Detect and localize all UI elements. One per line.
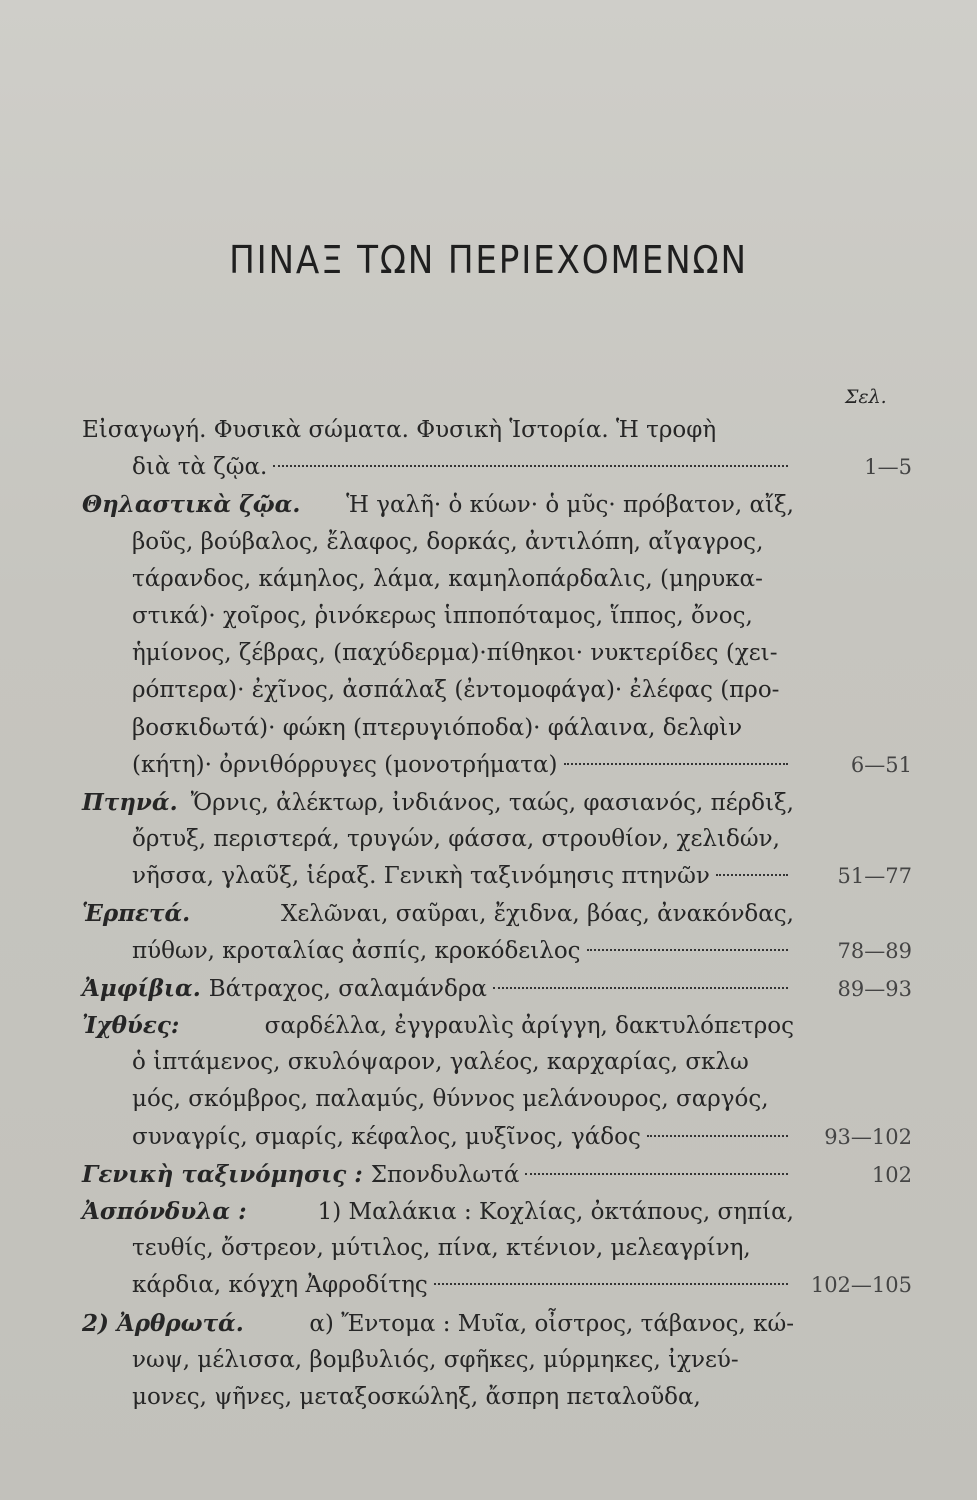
toc-line [82,1156,912,1193]
toc-line [82,710,912,747]
toc-entry-text: Χελῶναι, σαῦραι, ἔχιδνα, βόας, ἀνακόνδας, [281,901,794,928]
toc-entry-text: νῆσσα, γλαῦξ, ἱέραξ. Γενικὴ ταξινόμησις πτηνῶν [132,863,710,890]
toc-line [82,895,912,932]
dot-leader [647,1135,788,1137]
page-range: 78—89 [837,938,912,963]
toc-entry-text: διὰ τὰ ζῷα. [132,454,268,481]
toc-entry [82,970,912,1007]
toc-line [82,1119,912,1156]
toc-entry-text: βοῦς, βούβαλος, ἔλαφος, δορκάς, ἀντιλόπη, αἴγαγρος, [132,528,764,555]
toc-line [82,747,912,784]
toc-entry-text: σαρδέλλα, ἐγγραυλὶς ἀρίγγη, δακτυλόπετρος [264,1013,794,1039]
toc-line [82,672,912,709]
toc-line [82,412,912,449]
toc-entry-text: κάρδια, κόγχη Ἀφροδίτης [132,1272,428,1299]
pages-column-header: Σελ. [845,386,887,408]
toc-entry [82,1305,912,1417]
toc-entry-label: Θηλαστικὰ ζῷα. [82,491,301,519]
toc-line [82,449,912,486]
toc-entry-text: α) Ἔντομα : Μυῖα, οἶστρος, τάβανος, κώ- [309,1310,794,1337]
toc-line [82,1230,912,1267]
toc-line [82,1193,912,1230]
toc-entry-text: νωψ, μέλισσα, βομβυλιός, σφῆκες, μύρμηκες, ἰχνεύ- [132,1346,739,1373]
toc-entry [82,1007,912,1156]
toc-entry-text: πύθων, κροταλίας ἀσπίς, κροκόδειλος [132,937,581,964]
toc-line [82,486,912,523]
toc-entry-label: Ἀσπόνδυλα : [82,1197,247,1225]
dot-leader [587,949,788,951]
toc-entry-label: Πτηνά. [82,788,178,816]
toc-entry-label: Ἀμφίβια. [82,974,201,1002]
toc-entry-text: στικά)· χοῖρος, ῥινόκερως ἱπποπόταμος, ἵππος, ὄνος, [132,602,753,629]
toc-entry [82,412,912,486]
toc-entry-text: μονες, ψῆνες, μεταξοσκώληξ, ἄσπρη πεταλοῦδα, [132,1383,701,1410]
toc-line [82,1081,912,1118]
toc-entry-text: ὁ ἱπτάμενος, σκυλόψαρον, γαλέος, καρχαρίας, σκλω [132,1049,749,1076]
dot-leader [434,1283,788,1285]
toc-entry-text: (κήτη)· ὀρνιθόρρυγες (μονοτρήματα) [132,751,558,778]
toc-line [82,858,912,895]
toc-line [82,561,912,598]
page-range: 89—93 [837,976,912,1001]
toc-line [82,598,912,635]
toc-entry-label: Ἑρπετά. [82,900,191,928]
dot-leader [564,763,789,765]
toc-line [82,1305,912,1342]
toc-entry-text: ὄρτυξ, περιστερά, τρυγών, φάσσα, στρουθίον, χελιδών, [132,826,780,853]
toc-entry-label: Γενικὴ ταξινόμησις : [82,1160,363,1188]
dot-leader [273,465,788,467]
toc-entry [82,486,912,784]
toc-entry-text: βοσκιδωτά)· φώκη (πτερυγιόποδα)· φάλαινα, δελφὶν [132,714,743,741]
toc-line [82,1342,912,1379]
page-range: 102 [871,1162,912,1187]
toc-entry-text: ἡμίονος, ζέβρας, (παχύδερμα)·πίθηκοι· νυκτερίδες (χει- [132,640,778,667]
toc-line [82,970,912,1007]
page-range: 1—5 [864,455,912,480]
toc-line [82,635,912,672]
dot-leader [716,874,788,876]
toc-entry-text: 1) Μαλάκια : Κοχλίας, ὀκτάπους, σηπία, [317,1198,794,1225]
toc-line [82,1267,912,1304]
table-of-contents [82,412,912,1416]
toc-entry-label: Ἰχθύες: [82,1012,180,1039]
toc-entry-text: Εἰσαγωγή. Φυσικὰ σώματα. Φυσικὴ Ἱστορία. Ἡ τροφὴ [82,417,717,443]
page-range: 93—102 [824,1124,912,1149]
page-title: ΠΙΝΑΞ ΤΩΝ ΠΕΡΙΕΧΟΜΕΝΩΝ [229,238,748,282]
page-range: 102—105 [810,1273,912,1298]
toc-entry-text: ρόπτερα)· ἐχῖνος, ἀσπάλαξ (ἐντομοφάγα)· ἐλέφας (προ- [132,677,780,704]
toc-entry [82,895,912,969]
toc-entry-text: μός, σκόμβρος, παλαμύς, θύννος μελάνουρος, σαργός, [132,1086,769,1113]
toc-entry-text: Βάτραχος, σαλαμάνδρα [208,975,487,1002]
toc-entry-text: Ἡ γαλῆ· ὁ κύων· ὁ μῦς· πρόβατον, αἴξ, [346,492,794,519]
toc-line [82,1007,912,1044]
toc-entry-label: 2) Ἀρθρωτά. [82,1309,244,1337]
toc-line [82,933,912,970]
toc-entry-text: Σπονδυλωτά [370,1161,520,1188]
dot-leader [525,1173,788,1175]
toc-entry-text: τευθίς, ὄστρεον, μύτιλος, πίνα, κτένιον, μελεαγρίνη, [132,1235,751,1262]
toc-entry [82,784,912,896]
page-range: 6—51 [850,752,912,777]
toc-line [82,1379,912,1416]
toc-entry [82,1193,912,1305]
toc-entry-text: τάρανδος, κάμηλος, λάμα, καμηλοπάρδαλις, (μηρυκα- [132,565,763,592]
dot-leader [493,987,788,989]
toc-line [82,784,912,821]
toc-entry [82,1156,912,1193]
toc-entry-text: Ὄρνις, ἀλέκτωρ, ἰνδιάνος, ταώς, φασιανός, πέρδιξ, [190,789,794,816]
toc-line [82,821,912,858]
toc-entry-text: συναγρίς, σμαρίς, κέφαλος, μυξῖνος, γάδος [132,1123,641,1150]
toc-line [82,524,912,561]
page-range: 51—77 [837,864,912,889]
toc-line [82,1044,912,1081]
